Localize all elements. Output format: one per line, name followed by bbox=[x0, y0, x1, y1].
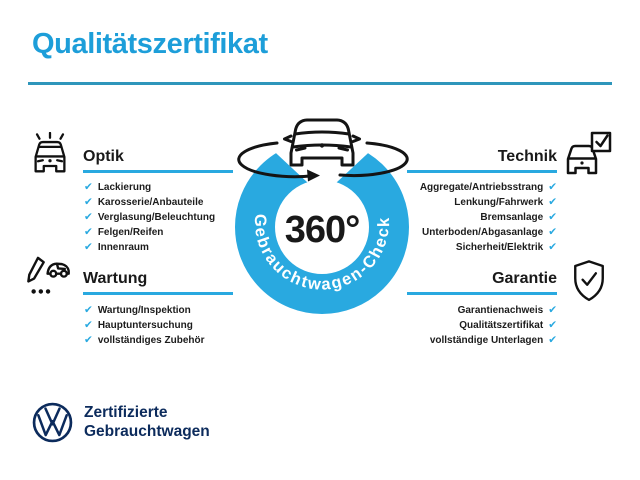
360-degree-value: 360° bbox=[284, 209, 360, 251]
section-heading-garantie: Garantie bbox=[492, 270, 557, 287]
checklist-item bbox=[84, 210, 215, 225]
checklist-car-icon bbox=[25, 254, 73, 304]
check-icon: ✔ bbox=[548, 319, 557, 332]
vw-logo bbox=[31, 401, 74, 444]
checklist-item bbox=[454, 195, 557, 210]
checklist-item bbox=[458, 303, 557, 318]
checklist-label: Aggregate/Antriebsstrang bbox=[419, 182, 544, 193]
checklist-item bbox=[84, 195, 203, 210]
car-shine-icon bbox=[27, 132, 73, 178]
check-icon: ✔ bbox=[548, 334, 557, 347]
check-icon: ✔ bbox=[548, 196, 557, 209]
section-heading-technik: Technik bbox=[497, 148, 557, 165]
checklist-item bbox=[459, 318, 557, 333]
check-icon: ✔ bbox=[548, 181, 557, 194]
brand-line-2: Gebrauchtwagen bbox=[84, 423, 210, 440]
checklist-item bbox=[456, 240, 557, 255]
check-icon: ✔ bbox=[548, 226, 557, 239]
checklist-label: vollständige Unterlagen bbox=[429, 335, 544, 346]
check-icon: ✔ bbox=[84, 211, 93, 224]
checklist-label: Bremsanlage bbox=[480, 212, 544, 223]
checklist-label: Verglasung/Beleuchtung bbox=[97, 212, 216, 223]
checklist-item bbox=[84, 303, 191, 318]
ring-label: Gebrauchtwagen-Check bbox=[250, 213, 394, 294]
page-title: Qualitätszertifikat bbox=[32, 28, 268, 60]
check-icon: ✔ bbox=[84, 196, 93, 209]
title-divider bbox=[28, 82, 612, 85]
checklist-label: Wartung/Inspektion bbox=[97, 305, 191, 316]
checklist-technik bbox=[420, 180, 557, 255]
checklist-optik bbox=[84, 180, 215, 255]
checklist-label: Unterboden/Abgasanlage bbox=[422, 227, 544, 238]
brand-line-1: Zertifizierte bbox=[84, 404, 168, 421]
checklist-label: Felgen/Reifen bbox=[97, 227, 164, 238]
checklist-label: Innenraum bbox=[97, 242, 149, 253]
checklist-label: Hauptuntersuchung bbox=[97, 320, 193, 331]
check-icon: ✔ bbox=[84, 181, 93, 194]
section-heading-optik: Optik bbox=[83, 148, 124, 165]
checklist-item bbox=[84, 180, 151, 195]
checklist-label: Qualitätszertifikat bbox=[459, 320, 544, 331]
check-icon: ✔ bbox=[84, 241, 93, 254]
car-checkbox-icon bbox=[564, 128, 614, 180]
check-icon: ✔ bbox=[548, 241, 557, 254]
checklist-item bbox=[84, 318, 193, 333]
check-icon: ✔ bbox=[84, 304, 93, 317]
section-heading-wartung: Wartung bbox=[83, 270, 148, 287]
check-icon: ✔ bbox=[548, 304, 557, 317]
checklist-item bbox=[84, 333, 205, 348]
checklist-label: vollständiges Zubehör bbox=[97, 335, 205, 346]
checklist-label: Karosserie/Anbauteile bbox=[97, 197, 204, 208]
checklist-item bbox=[430, 333, 557, 348]
check-icon: ✔ bbox=[84, 226, 93, 239]
checklist-label: Lenkung/Fahrwerk bbox=[454, 197, 544, 208]
checklist-label: Garantienachweis bbox=[457, 305, 544, 316]
brand-lockup bbox=[84, 403, 210, 441]
check-icon: ✔ bbox=[84, 334, 93, 347]
checklist-item bbox=[84, 240, 149, 255]
shield-check-icon bbox=[567, 258, 611, 306]
checklist-item bbox=[480, 210, 557, 225]
checklist-garantie bbox=[430, 303, 557, 348]
checklist-item bbox=[420, 180, 557, 195]
check-icon: ✔ bbox=[84, 319, 93, 332]
check-icon: ✔ bbox=[548, 211, 557, 224]
checklist-item bbox=[422, 225, 557, 240]
360-check-badge bbox=[210, 98, 440, 333]
checklist-label: Lackierung bbox=[97, 182, 152, 193]
checklist-wartung bbox=[84, 303, 205, 348]
checklist-item bbox=[84, 225, 163, 240]
checklist-label: Sicherheit/Elektrik bbox=[455, 242, 544, 253]
